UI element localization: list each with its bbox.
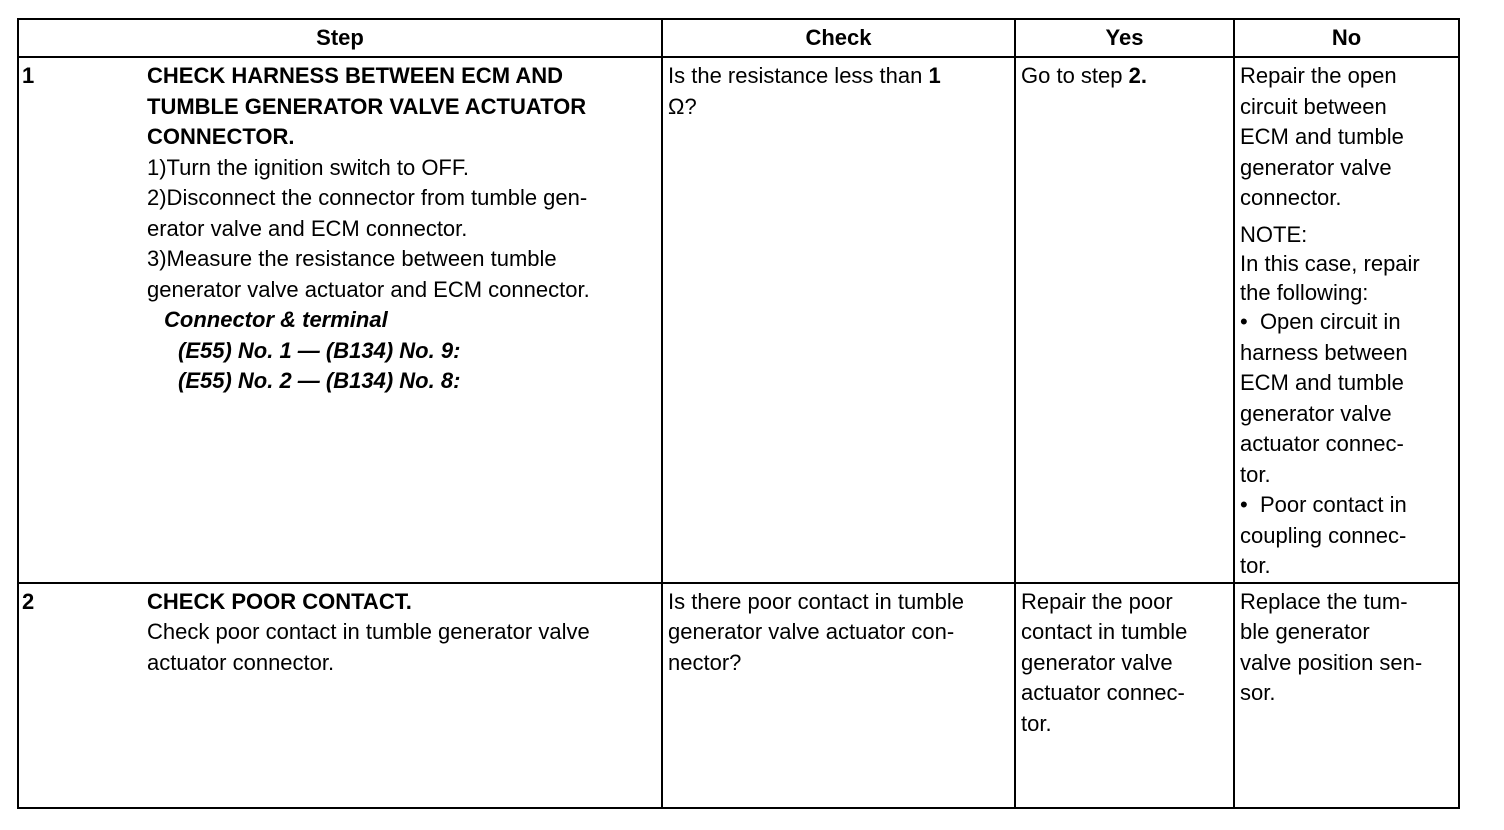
no-line: generator valve xyxy=(1240,154,1392,180)
bullet-line: ECM and tumble xyxy=(1240,370,1404,395)
check-line xyxy=(668,61,1010,92)
no-line: valve position sen- xyxy=(1240,649,1423,675)
step-instruction-line: Check poor contact in tumble generator valve xyxy=(147,619,590,644)
step-instruction-line: generator valve actuator and ECM connector. xyxy=(147,276,590,302)
check-value: 1 xyxy=(928,63,941,88)
step-number: 1 xyxy=(22,63,35,88)
connector-terminal-line: (E55) No. 2 — (B134) No. 8: xyxy=(178,368,461,393)
step-title-line: TUMBLE GENERATOR VALVE ACTUATOR xyxy=(147,93,587,119)
bullet-line: tor. xyxy=(1240,461,1271,487)
header-yes: Yes xyxy=(1015,19,1234,57)
check-line: Ω? xyxy=(668,93,697,119)
yes-line: generator valve xyxy=(1021,649,1173,675)
yes-line: contact in tumble xyxy=(1021,619,1188,644)
step-title-line: CHECK HARNESS BETWEEN ECM AND xyxy=(147,63,563,88)
no-line: ECM and tumble xyxy=(1240,124,1404,149)
yes-step-ref: 2. xyxy=(1128,63,1147,88)
bullet-line: • Open circuit in xyxy=(1240,307,1454,338)
step-instruction-line: 2)Disconnect the connector from tumble gen- xyxy=(147,185,588,210)
step-cell xyxy=(18,57,662,583)
check-line: generator valve actuator con- xyxy=(668,619,955,644)
connector-terminal-line: (E55) No. 1 — (B134) No. 9: xyxy=(178,337,461,363)
bullet-line: actuator connec- xyxy=(1240,431,1404,456)
header-no: No xyxy=(1234,19,1459,57)
yes-cell xyxy=(1015,583,1234,809)
step-title-line: CONNECTOR. xyxy=(147,124,295,149)
step-cell xyxy=(18,583,662,809)
no-line: sor. xyxy=(1240,680,1276,705)
bullet-line: coupling connec- xyxy=(1240,522,1407,548)
step-instruction-line: erator valve and ECM connector. xyxy=(147,215,468,241)
no-line: ble generator xyxy=(1240,619,1370,644)
no-cell xyxy=(1234,57,1459,583)
bullet-line: harness between xyxy=(1240,339,1408,365)
no-line: Replace the tum- xyxy=(1240,588,1408,614)
step-instruction-line: 3)Measure the resistance between tumble xyxy=(147,246,557,271)
step-title-line: CHECK POOR CONTACT. xyxy=(147,588,412,614)
header-step: Step xyxy=(18,19,662,57)
note-line: the following: xyxy=(1240,279,1369,305)
bullet-line: • Poor contact in xyxy=(1240,490,1454,521)
diagnostic-table xyxy=(17,18,1460,809)
yes-line: actuator connec- xyxy=(1021,680,1185,705)
step-instruction-line: actuator connector. xyxy=(147,649,335,675)
bullet-line: generator valve xyxy=(1240,400,1392,426)
bullet-line: tor. xyxy=(1240,553,1271,578)
header-row xyxy=(18,19,1459,57)
note-line: In this case, repair xyxy=(1240,251,1420,276)
no-cell xyxy=(1234,583,1459,809)
step-number: 2 xyxy=(22,588,35,614)
check-cell xyxy=(662,583,1015,809)
no-line: Repair the open xyxy=(1240,63,1397,88)
no-line: circuit between xyxy=(1240,93,1387,119)
table-row xyxy=(18,57,1459,583)
no-line: connector. xyxy=(1240,185,1342,210)
yes-text: Go to step xyxy=(1021,63,1129,88)
yes-line: tor. xyxy=(1021,710,1052,736)
note-label: NOTE: xyxy=(1240,221,1308,247)
header-check: Check xyxy=(662,19,1015,57)
yes-line: Repair the poor xyxy=(1021,588,1173,614)
step-instruction-line: 1)Turn the ignition switch to OFF. xyxy=(147,154,469,180)
check-cell xyxy=(662,57,1015,583)
check-line: Is there poor contact in tumble xyxy=(668,588,964,614)
yes-cell xyxy=(1015,57,1234,583)
check-text: Is the resistance less than xyxy=(668,63,929,88)
connector-heading: Connector & terminal xyxy=(164,307,388,332)
table-row xyxy=(18,583,1459,809)
check-line: nector? xyxy=(668,649,742,675)
